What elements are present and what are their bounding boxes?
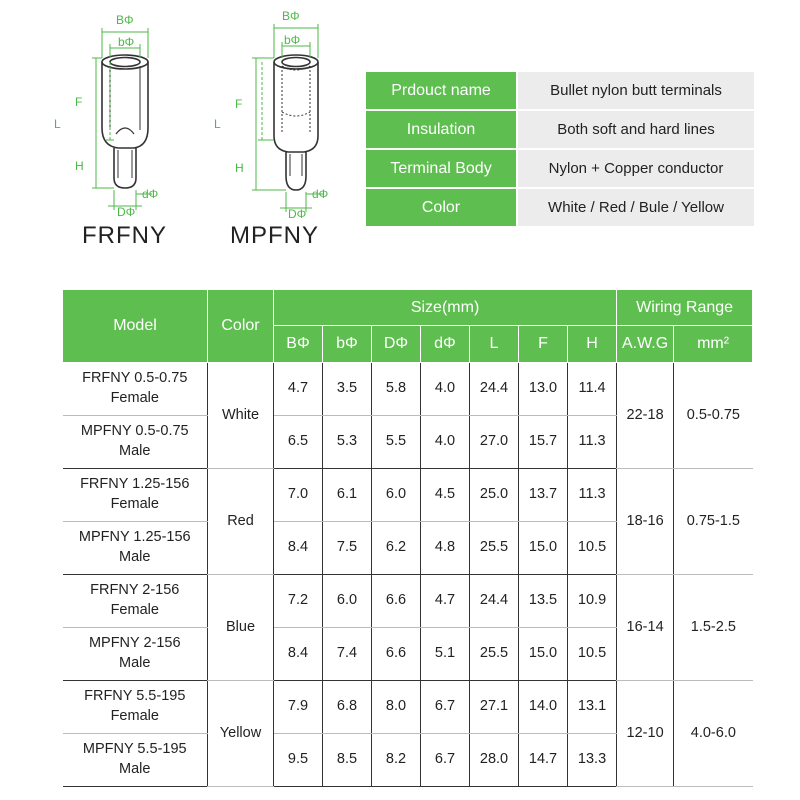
size-value-cell: 4.7	[421, 575, 470, 628]
dim-label-b-right: bΦ	[284, 33, 301, 47]
mm2-cell: 4.0-6.0	[674, 681, 753, 787]
dim-label-d-left: dΦ	[142, 187, 159, 201]
model-gender: Male	[119, 443, 151, 459]
model-cell	[63, 469, 208, 522]
caption-frfny: FRFNY	[82, 222, 167, 249]
size-value-cell: 7.5	[323, 522, 372, 575]
size-value-cell: 7.2	[274, 575, 323, 628]
awg-cell: 22-18	[617, 363, 674, 469]
dim-label-L-left: L	[54, 117, 61, 131]
dim-label-D-left: DΦ	[117, 205, 136, 219]
header-size-col: L	[470, 326, 519, 363]
size-value-cell: 6.6	[372, 628, 421, 681]
size-value-cell: 8.5	[323, 734, 372, 787]
size-value-cell: 4.7	[274, 363, 323, 416]
model-name: FRFNY 5.5-195	[84, 688, 186, 705]
size-value-cell: 11.3	[568, 416, 617, 469]
header-size-col: F	[519, 326, 568, 363]
model-gender: Female	[110, 496, 159, 512]
size-value-cell: 5.5	[372, 416, 421, 469]
size-value-cell: 13.7	[519, 469, 568, 522]
model-gender: Female	[110, 708, 159, 724]
terminal-drawings	[30, 0, 360, 260]
model-gender: Female	[110, 602, 159, 618]
caption-mpfny: MPFNY	[230, 222, 319, 249]
size-value-cell: 6.0	[323, 575, 372, 628]
model-name: FRFNY 2-156	[90, 582, 180, 599]
dim-label-H-right: H	[235, 161, 244, 175]
product-info-table	[366, 72, 754, 228]
size-value-cell: 6.5	[274, 416, 323, 469]
size-value-cell: 15.7	[519, 416, 568, 469]
dim-label-d-right: dΦ	[312, 187, 329, 201]
size-value-cell: 24.4	[470, 363, 519, 416]
mm2-cell: 0.5-0.75	[674, 363, 753, 469]
dim-label-B-left: BΦ	[116, 13, 134, 27]
size-value-cell: 5.8	[372, 363, 421, 416]
table-row	[63, 681, 753, 734]
size-value-cell: 4.0	[421, 416, 470, 469]
dim-label-F-right: F	[235, 97, 243, 111]
size-value-cell: 11.4	[568, 363, 617, 416]
size-value-cell: 3.5	[323, 363, 372, 416]
model-cell	[63, 363, 208, 416]
size-value-cell: 15.0	[519, 628, 568, 681]
model-gender: Male	[119, 549, 151, 565]
dimension-drawing	[30, 0, 360, 220]
model-cell	[63, 628, 208, 681]
model-name: FRFNY 1.25-156	[80, 476, 190, 493]
mm2-cell: 1.5-2.5	[674, 575, 753, 681]
product-info-row	[366, 189, 754, 228]
product-info-value: White / Red / Bule / Yellow	[518, 189, 754, 228]
product-info-row	[366, 72, 754, 111]
color-cell: Red	[208, 469, 274, 575]
color-cell: Yellow	[208, 681, 274, 787]
size-value-cell: 6.8	[323, 681, 372, 734]
model-name: FRFNY 0.5-0.75	[82, 370, 188, 387]
model-cell	[63, 416, 208, 469]
dim-label-L-right: L	[214, 117, 221, 131]
header-size: Size(mm)	[274, 290, 617, 326]
table-row	[63, 363, 753, 416]
header-awg: A.W.G	[617, 326, 674, 363]
size-value-cell: 25.5	[470, 628, 519, 681]
header-size-col: H	[568, 326, 617, 363]
header-model: Model	[63, 290, 208, 363]
product-info-label: Prdouct name	[366, 72, 518, 111]
color-cell: Blue	[208, 575, 274, 681]
header-wiring-range: Wiring Range	[617, 290, 753, 326]
model-cell	[63, 734, 208, 787]
size-value-cell: 10.5	[568, 522, 617, 575]
mm2-cell: 0.75-1.5	[674, 469, 753, 575]
size-value-cell: 25.0	[470, 469, 519, 522]
size-value-cell: 5.1	[421, 628, 470, 681]
model-gender: Female	[110, 390, 159, 406]
size-value-cell: 13.5	[519, 575, 568, 628]
awg-cell: 12-10	[617, 681, 674, 787]
model-name: MPFNY 5.5-195	[82, 741, 187, 758]
size-value-cell: 4.8	[421, 522, 470, 575]
model-gender: Male	[119, 655, 151, 671]
size-value-cell: 13.0	[519, 363, 568, 416]
size-value-cell: 6.7	[421, 681, 470, 734]
model-cell	[63, 522, 208, 575]
dim-label-b-left: bΦ	[118, 35, 135, 49]
size-value-cell: 14.0	[519, 681, 568, 734]
header-color: Color	[208, 290, 274, 363]
size-value-cell: 11.3	[568, 469, 617, 522]
size-value-cell: 6.6	[372, 575, 421, 628]
size-value-cell: 13.1	[568, 681, 617, 734]
model-name: MPFNY 1.25-156	[78, 529, 191, 546]
size-value-cell: 14.7	[519, 734, 568, 787]
size-value-cell: 13.3	[568, 734, 617, 787]
product-info-row	[366, 111, 754, 150]
size-value-cell: 7.0	[274, 469, 323, 522]
size-value-cell: 10.5	[568, 628, 617, 681]
size-value-cell: 28.0	[470, 734, 519, 787]
model-name: MPFNY 2-156	[88, 635, 181, 652]
size-value-cell: 6.1	[323, 469, 372, 522]
size-value-cell: 4.0	[421, 363, 470, 416]
size-value-cell: 4.5	[421, 469, 470, 522]
color-cell: White	[208, 363, 274, 469]
size-value-cell: 7.4	[323, 628, 372, 681]
header-size-col: DΦ	[372, 326, 421, 363]
dim-label-F-left: F	[75, 95, 83, 109]
size-value-cell: 10.9	[568, 575, 617, 628]
size-value-cell: 8.0	[372, 681, 421, 734]
product-info-label: Terminal Body	[366, 150, 518, 189]
spec-table	[62, 289, 753, 787]
model-gender: Male	[119, 761, 151, 777]
size-value-cell: 9.5	[274, 734, 323, 787]
header-size-col: dΦ	[421, 326, 470, 363]
size-value-cell: 8.4	[274, 522, 323, 575]
table-row	[63, 469, 753, 522]
dim-label-H-left: H	[75, 159, 84, 173]
size-value-cell: 6.7	[421, 734, 470, 787]
mpfny-drawing-icon	[274, 55, 318, 190]
model-cell	[63, 575, 208, 628]
size-value-cell: 8.4	[274, 628, 323, 681]
header-size-col: bΦ	[323, 326, 372, 363]
awg-cell: 16-14	[617, 575, 674, 681]
size-value-cell: 27.1	[470, 681, 519, 734]
product-info-value: Nylon + Copper conductor	[518, 150, 754, 189]
product-info-label: Color	[366, 189, 518, 228]
frfny-drawing-icon	[102, 55, 148, 188]
size-value-cell: 6.2	[372, 522, 421, 575]
dim-label-B-right: BΦ	[282, 9, 300, 23]
product-info-value: Both soft and hard lines	[518, 111, 754, 150]
model-cell	[63, 681, 208, 734]
size-value-cell: 15.0	[519, 522, 568, 575]
size-value-cell: 6.0	[372, 469, 421, 522]
size-value-cell: 25.5	[470, 522, 519, 575]
header-size-col: BΦ	[274, 326, 323, 363]
dim-label-D-right: DΦ	[288, 207, 307, 220]
size-value-cell: 7.9	[274, 681, 323, 734]
product-info-row	[366, 150, 754, 189]
model-name: MPFNY 0.5-0.75	[80, 423, 189, 440]
product-info-label: Insulation	[366, 111, 518, 150]
product-info-value: Bullet nylon butt terminals	[518, 72, 754, 111]
size-value-cell: 24.4	[470, 575, 519, 628]
size-value-cell: 8.2	[372, 734, 421, 787]
size-value-cell: 27.0	[470, 416, 519, 469]
table-row	[63, 575, 753, 628]
size-value-cell: 5.3	[323, 416, 372, 469]
awg-cell: 18-16	[617, 469, 674, 575]
header-mm2: mm²	[674, 326, 753, 363]
